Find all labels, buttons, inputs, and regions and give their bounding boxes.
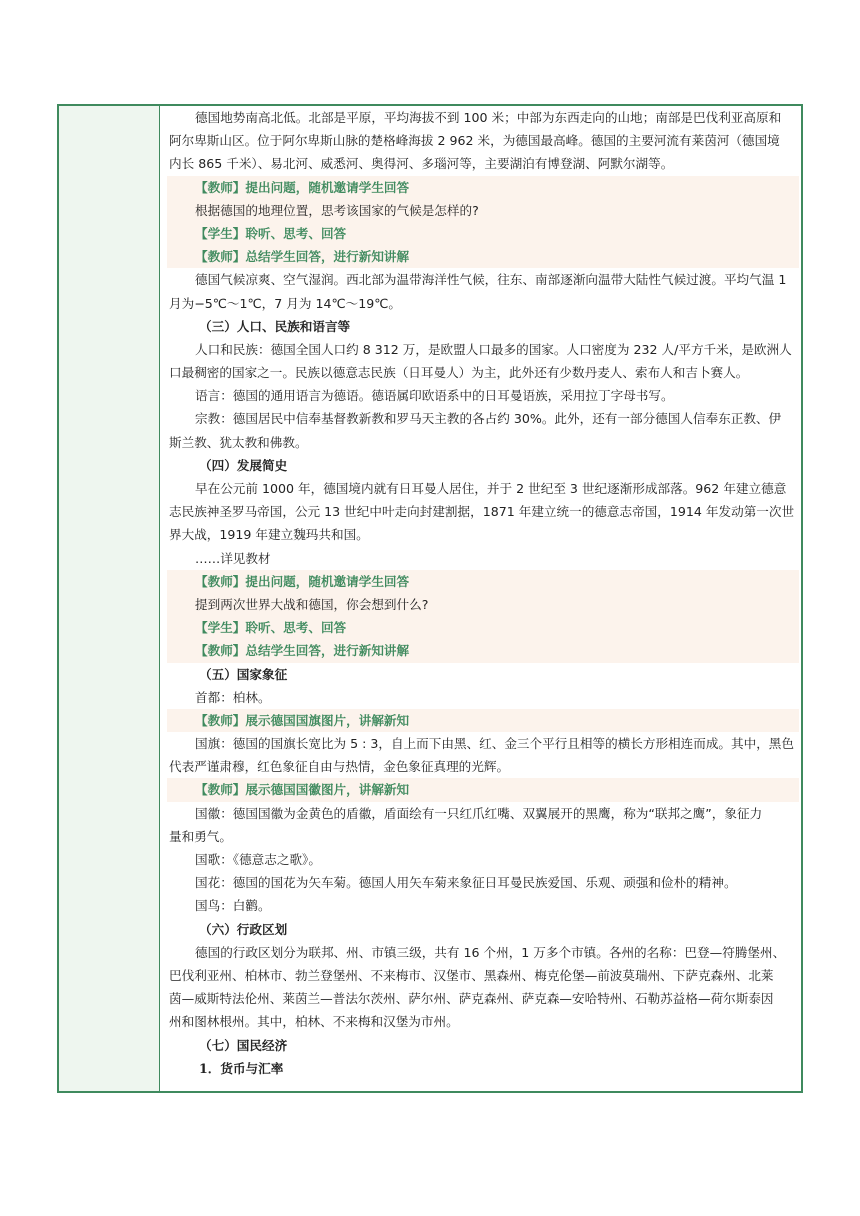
paragraph-line: 早在公元前 1000 年，德国境内就有日耳曼人居住，并于 2 世纪至 3 世纪逐渐形成部落。962 年建立德意 — [195, 481, 787, 496]
question-line: 提到两次世界大战和德国，你会想到什么? — [167, 593, 799, 616]
teacher-instruction: 【教师】展示德国国旗图片，讲解新知 — [167, 709, 799, 732]
left-column-cell — [59, 106, 160, 1091]
teacher-instruction: 【教师】总结学生回答，进行新知讲解 — [167, 245, 799, 268]
paragraph-line: 内长 865 千米）、易北河、威悉河、奥得河、多瑙河等，主要湖泊有博登湖、阿默尔湖等。 — [169, 156, 674, 172]
paragraph-line: 国歌：《德意志之歌》。 — [195, 852, 321, 867]
paragraph-line: 界大战，1919 年建立魏玛共和国。 — [169, 527, 369, 543]
paragraph-line: 德国地势南高北低。北部是平原，平均海拔不到 100 米；中部为东西走向的山地；南部是巴伐利亚高原和 — [195, 110, 782, 125]
section-heading: （六）行政区划 — [199, 921, 288, 937]
paragraph-line: 人口和民族：德国全国人口约 8 312 万，是欧盟人口最多的国家。人口密度为 232 人/平方千米，是欧洲人 — [195, 341, 792, 357]
paragraph-line: 国花：德国的国花为矢车菊。德国人用矢车菊来象征日耳曼民族爱国、乐观、顽强和俭朴的精神。 — [195, 875, 737, 891]
paragraph-line: 茵—威斯特法伦州、莱茵兰—普法尔茨州、萨尔州、萨克森州、萨克森—安哈特州、石勒苏益格—荷尔斯泰因 — [169, 991, 774, 1007]
paragraph-line: 宗教：德国居民中信奉基督教新教和罗马天主教的各占约 30%。此外，还有一部分德国人信奉东正教、伊 — [195, 411, 782, 427]
paragraph-line: 斯兰教、犹太教和佛教。 — [169, 434, 308, 450]
teacher-instruction: 【教师】提出问题，随机邀请学生回答 — [167, 176, 799, 199]
teacher-instruction: 【教师】总结学生回答，进行新知讲解 — [167, 639, 799, 662]
paragraph-line: 阿尔卑斯山区。位于阿尔卑斯山脉的楚格峰海拔 2 962 米，为德国最高峰。德国的主要河流有莱茵河（德国境 — [169, 133, 780, 149]
paragraph-line: 国徽：德国国徽为金黄色的盾徽，盾面绘有一只红爪红嘴、双翼展开的黑鹰，称为“联邦之鹰”，象征力 — [195, 805, 763, 821]
paragraph-line: 口最稠密的国家之一。民族以德意志民族（日耳曼人）为主，此外还有少数丹麦人、索布人和吉卜赛人。 — [169, 365, 749, 381]
section-heading: （三）人口、民族和语言等 — [199, 318, 351, 334]
paragraph-line: 志民族神圣罗马帝国，公元 13 世纪中叶走向封建割据，1871 年建立统一的德意志帝国，1914 年发动第一次世 — [169, 504, 795, 520]
paragraph-line: 首都：柏林。 — [195, 689, 271, 705]
paragraph-line: 州和图林根州。其中，柏林、不来梅和汉堡为市州。 — [169, 1014, 459, 1030]
paragraph-line: 代表严谨肃穆，红色象征自由与热情，金色象征真理的光辉。 — [169, 759, 510, 775]
paragraph-line: 月为−5℃～1℃，7 月为 14℃～19℃。 — [169, 295, 401, 311]
paragraph-line: 国鸟：白鹳。 — [195, 898, 271, 914]
paragraph-line: 语言：德国的通用语言为德语。德语属印欧语系中的日耳曼语族，采用拉丁字母书写。 — [195, 388, 674, 404]
paragraph-line: 德国气候凉爽、空气湿润。西北部为温带海洋性气候，往东、南部逐渐向温带大陆性气候过渡。平均气温 1 — [195, 272, 787, 288]
paragraph-line: 德国的行政区划分为联邦、州、市镇三级，共有 16 个州，1 万多个市镇。各州的名称：巴登—符腾堡州、 — [195, 944, 786, 960]
subsection-heading: 1．货币与汇率 — [199, 1060, 284, 1076]
content-cell — [169, 106, 795, 1080]
student-instruction: 【学生】聆听、思考、回答 — [167, 222, 799, 245]
section-heading: （七）国民经济 — [199, 1037, 288, 1053]
paragraph-line: 巴伐利亚州、柏林市、勃兰登堡州、不来梅市、汉堡市、黑森州、梅克伦堡—前波莫瑞州、下萨克森州、北莱 — [169, 967, 774, 983]
paragraph-line: 量和勇气。 — [169, 828, 232, 844]
teacher-instruction: 【教师】展示德国国徽图片，讲解新知 — [167, 778, 799, 801]
student-instruction: 【学生】聆听、思考、回答 — [167, 616, 799, 639]
section-heading: （五）国家象征 — [199, 666, 288, 682]
paragraph-line: ……详见教材 — [195, 550, 271, 566]
paragraph-line: 国旗：德国的国旗长宽比为 5 : 3，自上而下由黑、红、金三个平行且相等的横长方形相连而成。其中，黑色 — [195, 736, 794, 752]
question-line: 根据德国的地理位置，思考该国家的气候是怎样的? — [167, 199, 799, 222]
section-heading: （四）发展简史 — [199, 457, 288, 473]
lesson-table — [57, 104, 803, 1093]
teacher-instruction: 【教师】提出问题，随机邀请学生回答 — [167, 570, 799, 593]
